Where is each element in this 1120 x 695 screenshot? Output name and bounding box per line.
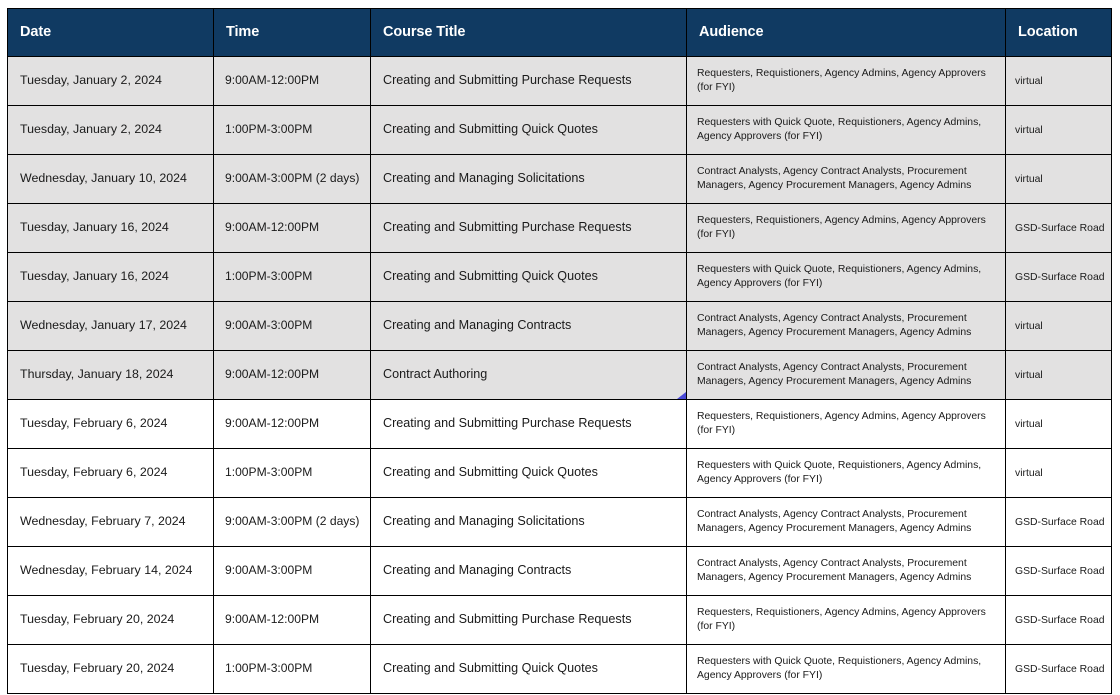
cell-date-text: Thursday, January 18, 2024 <box>20 367 174 382</box>
cell-audience-text: Requesters, Requistioners, Agency Admins, Agency Approvers (for FYI) <box>697 411 986 436</box>
cell-course <box>371 645 687 694</box>
cell-date <box>8 498 214 547</box>
column-header-course[interactable]: Course Title <box>371 9 687 57</box>
cell-date-text: Wednesday, February 14, 2024 <box>20 563 193 578</box>
cell-audience <box>687 449 1006 498</box>
cell-location-text: GSD-Surface Road <box>1015 271 1105 283</box>
cell-audience-text: Requesters, Requistioners, Agency Admins, Agency Approvers (for FYI) <box>697 607 986 632</box>
cell-audience <box>687 498 1006 547</box>
cell-course <box>371 253 687 302</box>
column-header-audience[interactable]: Audience <box>687 9 1006 57</box>
cell-course-text: Creating and Submitting Purchase Requests <box>383 416 632 431</box>
cell-location-text: virtual <box>1015 173 1043 185</box>
cell-course <box>371 155 687 204</box>
column-header-time[interactable]: Time <box>214 9 371 57</box>
cell-audience <box>687 302 1006 351</box>
table-row[interactable] <box>8 645 1112 694</box>
cell-date <box>8 204 214 253</box>
cell-location <box>1006 253 1112 302</box>
cell-audience-text: Contract Analysts, Agency Contract Analysts, Procurement Managers, Agency Procurement Managers, Agency Admins <box>697 166 972 191</box>
training-schedule-table <box>7 8 1112 694</box>
cell-time <box>214 498 371 547</box>
cell-audience <box>687 400 1006 449</box>
cell-course <box>371 547 687 596</box>
cell-date-text: Tuesday, January 2, 2024 <box>20 122 162 137</box>
cell-time <box>214 645 371 694</box>
cell-time-text: 1:00PM-3:00PM <box>225 122 313 137</box>
cell-time-text: 9:00AM-12:00PM <box>225 220 320 235</box>
cell-time-text: 1:00PM-3:00PM <box>225 661 313 676</box>
cell-resize-marker-icon[interactable] <box>677 392 686 399</box>
cell-audience-text: Requesters with Quick Quote, Requistioners, Agency Admins, Agency Approvers (for FYI) <box>697 460 982 485</box>
cell-location <box>1006 596 1112 645</box>
cell-location <box>1006 645 1112 694</box>
cell-audience-text: Requesters with Quick Quote, Requistioners, Agency Admins, Agency Approvers (for FYI) <box>697 656 982 681</box>
cell-date-text: Tuesday, February 20, 2024 <box>20 661 175 676</box>
cell-date-text: Wednesday, January 10, 2024 <box>20 171 187 186</box>
cell-time <box>214 449 371 498</box>
cell-date <box>8 351 214 400</box>
cell-time-text: 9:00AM-3:00PM <box>225 563 313 578</box>
table-row[interactable] <box>8 449 1112 498</box>
cell-location <box>1006 302 1112 351</box>
cell-location-text: GSD-Surface Road <box>1015 565 1105 577</box>
cell-date-text: Tuesday, February 20, 2024 <box>20 612 175 627</box>
cell-time <box>214 351 371 400</box>
cell-location-text: virtual <box>1015 320 1043 332</box>
table-row[interactable] <box>8 253 1112 302</box>
cell-audience-text: Requesters, Requistioners, Agency Admins, Agency Approvers (for FYI) <box>697 68 986 93</box>
table-row[interactable] <box>8 106 1112 155</box>
cell-course <box>371 204 687 253</box>
cell-date-text: Tuesday, January 16, 2024 <box>20 269 169 284</box>
cell-course <box>371 302 687 351</box>
cell-course-text: Creating and Managing Contracts <box>383 318 572 333</box>
cell-time <box>214 547 371 596</box>
cell-audience <box>687 253 1006 302</box>
cell-audience <box>687 351 1006 400</box>
cell-course-text: Creating and Submitting Quick Quotes <box>383 122 598 137</box>
cell-date <box>8 596 214 645</box>
table-row[interactable] <box>8 400 1112 449</box>
cell-course-text: Creating and Submitting Purchase Requests <box>383 73 632 88</box>
cell-audience-text: Contract Analysts, Agency Contract Analysts, Procurement Managers, Agency Procurement Managers, Agency Admins <box>697 313 972 338</box>
cell-date <box>8 57 214 106</box>
cell-time <box>214 57 371 106</box>
cell-location <box>1006 498 1112 547</box>
cell-time-text: 9:00AM-12:00PM <box>225 612 320 627</box>
cell-location-text: GSD-Surface Road <box>1015 222 1105 234</box>
cell-time-text: 1:00PM-3:00PM <box>225 269 313 284</box>
cell-location <box>1006 106 1112 155</box>
cell-location <box>1006 449 1112 498</box>
cell-date-text: Tuesday, January 16, 2024 <box>20 220 169 235</box>
cell-location-text: GSD-Surface Road <box>1015 663 1105 675</box>
cell-date-text: Tuesday, January 2, 2024 <box>20 73 162 88</box>
table-body <box>8 57 1112 694</box>
table-row[interactable] <box>8 351 1112 400</box>
cell-location-text: virtual <box>1015 75 1043 87</box>
table-row[interactable] <box>8 498 1112 547</box>
cell-location-text: GSD-Surface Road <box>1015 614 1105 626</box>
cell-date <box>8 645 214 694</box>
cell-course <box>371 57 687 106</box>
cell-audience-text: Contract Analysts, Agency Contract Analysts, Procurement Managers, Agency Procurement Managers, Agency Admins <box>697 362 972 387</box>
cell-audience <box>687 155 1006 204</box>
cell-course-text: Creating and Submitting Purchase Requests <box>383 220 632 235</box>
cell-audience <box>687 547 1006 596</box>
cell-course-text: Creating and Submitting Purchase Requests <box>383 612 632 627</box>
table-row[interactable] <box>8 204 1112 253</box>
cell-time-text: 9:00AM-12:00PM <box>225 73 320 88</box>
cell-course-text: Creating and Submitting Quick Quotes <box>383 465 598 480</box>
cell-location <box>1006 57 1112 106</box>
cell-date <box>8 547 214 596</box>
cell-date <box>8 302 214 351</box>
table-row[interactable] <box>8 302 1112 351</box>
column-header-date[interactable]: Date <box>8 9 214 57</box>
cell-location-text: virtual <box>1015 418 1043 430</box>
cell-course-text: Creating and Submitting Quick Quotes <box>383 269 598 284</box>
cell-time-text: 9:00AM-3:00PM <box>225 318 313 333</box>
cell-time-text: 9:00AM-12:00PM <box>225 416 320 431</box>
cell-course-text: Creating and Managing Solicitations <box>383 514 585 529</box>
table-row[interactable] <box>8 155 1112 204</box>
cell-course <box>371 498 687 547</box>
cell-audience <box>687 596 1006 645</box>
cell-date <box>8 400 214 449</box>
cell-course-text: Creating and Submitting Quick Quotes <box>383 661 598 676</box>
cell-time <box>214 204 371 253</box>
cell-audience-text: Requesters with Quick Quote, Requistioners, Agency Admins, Agency Approvers (for FYI) <box>697 117 982 142</box>
cell-audience <box>687 645 1006 694</box>
cell-location <box>1006 204 1112 253</box>
cell-time-text: 9:00AM-12:00PM <box>225 367 320 382</box>
cell-audience <box>687 57 1006 106</box>
cell-course-text: Creating and Managing Solicitations <box>383 171 585 186</box>
cell-time-text: 9:00AM-3:00PM (2 days) <box>225 171 360 186</box>
cell-course <box>371 106 687 155</box>
cell-date <box>8 449 214 498</box>
cell-location-text: GSD-Surface Road <box>1015 516 1105 528</box>
cell-time <box>214 106 371 155</box>
cell-location-text: virtual <box>1015 124 1043 136</box>
cell-date-text: Tuesday, February 6, 2024 <box>20 416 168 431</box>
column-header-location[interactable]: Location <box>1006 9 1112 57</box>
cell-time <box>214 155 371 204</box>
cell-course <box>371 351 687 400</box>
cell-date-text: Wednesday, February 7, 2024 <box>20 514 186 529</box>
cell-audience <box>687 106 1006 155</box>
cell-course <box>371 596 687 645</box>
table-row[interactable] <box>8 547 1112 596</box>
cell-time <box>214 596 371 645</box>
table-row[interactable] <box>8 57 1112 106</box>
cell-location-text: virtual <box>1015 369 1043 381</box>
table-header <box>8 9 1112 57</box>
cell-time <box>214 400 371 449</box>
cell-location <box>1006 155 1112 204</box>
table-header-row <box>8 9 1112 57</box>
cell-location <box>1006 547 1112 596</box>
cell-course-text: Creating and Managing Contracts <box>383 563 572 578</box>
cell-audience-text: Requesters with Quick Quote, Requistioners, Agency Admins, Agency Approvers (for FYI) <box>697 264 982 289</box>
cell-audience-text: Requesters, Requistioners, Agency Admins, Agency Approvers (for FYI) <box>697 215 986 240</box>
cell-time <box>214 302 371 351</box>
cell-location-text: virtual <box>1015 467 1043 479</box>
cell-audience <box>687 204 1006 253</box>
cell-date <box>8 155 214 204</box>
cell-location <box>1006 351 1112 400</box>
cell-course-text: Contract Authoring <box>383 367 488 382</box>
cell-time-text: 1:00PM-3:00PM <box>225 465 313 480</box>
cell-audience-text: Contract Analysts, Agency Contract Analysts, Procurement Managers, Agency Procurement Managers, Agency Admins <box>697 509 972 534</box>
cell-time <box>214 253 371 302</box>
table-row[interactable] <box>8 596 1112 645</box>
cell-course <box>371 400 687 449</box>
cell-location <box>1006 400 1112 449</box>
cell-date-text: Tuesday, February 6, 2024 <box>20 465 168 480</box>
cell-date <box>8 106 214 155</box>
cell-date <box>8 253 214 302</box>
cell-course <box>371 449 687 498</box>
cell-date-text: Wednesday, January 17, 2024 <box>20 318 187 333</box>
cell-time-text: 9:00AM-3:00PM (2 days) <box>225 514 360 529</box>
cell-audience-text: Contract Analysts, Agency Contract Analysts, Procurement Managers, Agency Procurement Managers, Agency Admins <box>697 558 972 583</box>
